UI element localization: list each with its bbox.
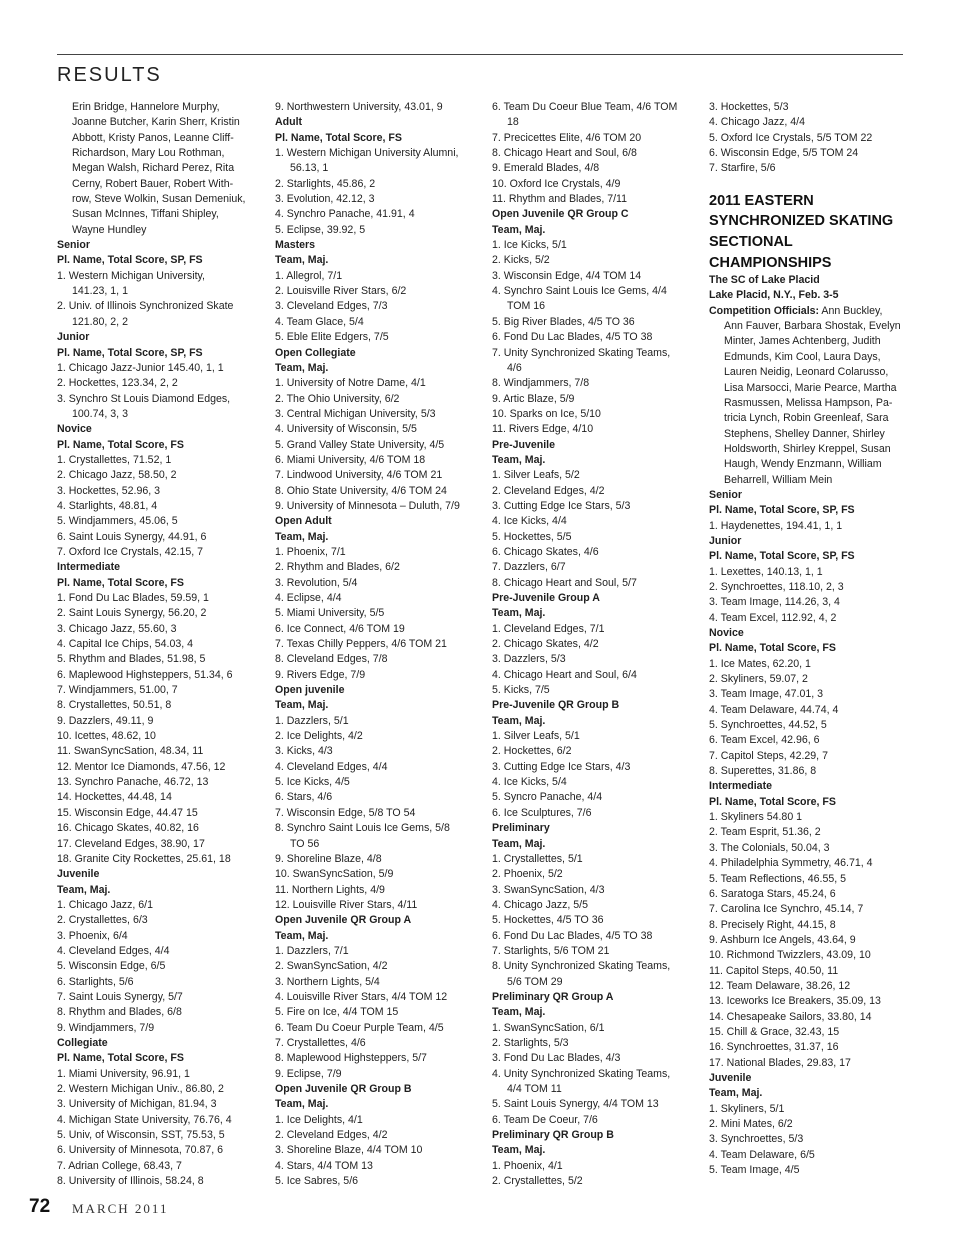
- result-continuation: Megan Walsh, Richard Perez, Rita: [72, 162, 235, 175]
- result-entry: 2. Synchroettes, 118.10, 2, 3: [709, 580, 844, 593]
- officials-names: Ann Buckley,: [819, 304, 883, 317]
- result-entry: 8. Windjammers, 7/8: [492, 377, 590, 390]
- result-entry: 4. Chicago Jazz, 5/5: [492, 898, 588, 911]
- result-entry: 7. Starfire, 5/6: [709, 162, 776, 175]
- result-entry: 5. Team Reflections, 46.55, 5: [709, 872, 847, 885]
- result-entry: 3. Fond Du Lac Blades, 4/3: [492, 1052, 621, 1065]
- result-entry: 9. Eclipse, 7/9: [275, 1067, 342, 1080]
- result-entry: 1. University of Notre Dame, 4/1: [275, 377, 426, 390]
- category-heading: Team, Maj.: [492, 714, 546, 727]
- result-entry: 1. Lexettes, 140.13, 1, 1: [709, 565, 823, 578]
- result-entry: 1. Haydenettes, 194.41, 1, 1: [709, 519, 843, 532]
- category-heading: Pl. Name, Total Score, SP, FS: [709, 550, 855, 563]
- result-entry: 3. Synchro St Louis Diamond Edges,: [57, 392, 231, 405]
- result-entry: 10. Oxford Ice Crystals, 4/9: [492, 177, 621, 190]
- result-continuation: 4/4 TOM 11: [507, 1083, 562, 1095]
- result-entry: 8. Chicago Heart and Soul, 6/8: [492, 147, 637, 160]
- result-entry: 4. Stars, 4/4 TOM 13: [275, 1159, 373, 1172]
- section-header: RESULTS: [57, 64, 162, 86]
- category-heading: Senior: [709, 488, 742, 501]
- result-entry: 2. SwanSyncSation, 4/2: [275, 960, 388, 973]
- result-entry: 6. Maplewood Highsteppers, 51.34, 6: [57, 668, 233, 681]
- result-entry: 1. Skyliners, 5/1: [709, 1102, 785, 1115]
- result-entry: 9. Northwestern University, 43.01, 9: [275, 101, 443, 113]
- result-entry: 1. Chicago Jazz-Junior 145.40, 1, 1: [57, 361, 224, 374]
- result-entry: 8. Unity Synchronized Skating Teams,: [492, 960, 671, 973]
- category-heading: Team, Maj.: [709, 1087, 763, 1100]
- result-continuation: row, Steve Wolkin, Susan Demeniuk,: [72, 193, 246, 206]
- result-entry: 5. Kicks, 7/5: [492, 684, 550, 697]
- category-heading: Collegiate: [57, 1036, 108, 1049]
- category-heading: Pl. Name, Total Score, FS: [57, 1052, 184, 1065]
- result-entry: 17. Cleveland Edges, 38.90, 17: [57, 837, 205, 850]
- result-entry: 9. Windjammers, 7/9: [57, 1021, 155, 1034]
- category-heading: Pre-Juvenile: [492, 438, 556, 451]
- result-entry: 2. Chicago Skates, 4/2: [492, 638, 599, 651]
- result-entry: 5. Oxford Ice Crystals, 5/5 TOM 22: [709, 131, 873, 144]
- result-entry: 2. Phoenix, 5/2: [492, 868, 563, 881]
- result-entry: 4. Synchro Panache, 41.91, 4: [275, 208, 415, 221]
- category-heading: Open Juvenile QR Group B: [275, 1083, 412, 1095]
- result-entry: 3. Team Image, 114.26, 3, 4: [709, 596, 840, 609]
- result-entry: 5. Synchroettes, 44.52, 5: [709, 719, 827, 732]
- result-entry: 4. Starlights, 48.81, 4: [57, 499, 158, 512]
- result-entry: 1. Allegrol, 7/1: [275, 269, 343, 282]
- result-entry: 1. Phoenix, 4/1: [492, 1159, 563, 1172]
- result-entry: 2. The Ohio University, 6/2: [275, 392, 400, 405]
- result-entry: 6. Ice Connect, 4/6 TOM 19: [275, 622, 405, 635]
- result-entry: 4. Cleveland Edges, 4/4: [57, 944, 170, 957]
- result-entry: 2. Louisville River Stars, 6/2: [275, 285, 407, 298]
- result-entry: 2. Cleveland Edges, 4/2: [492, 484, 605, 497]
- result-continuation: Edmunds, Kim Cool, Laura Days,: [724, 350, 881, 363]
- result-entry: 16. Chicago Skates, 40.82, 16: [57, 822, 199, 835]
- event-title: SECTIONAL: [709, 233, 793, 250]
- result-entry: 5. Syncro Panache, 4/4: [492, 791, 603, 804]
- result-entry: 4. Ice Kicks, 4/4: [492, 515, 567, 528]
- result-entry: 17. National Blades, 29.83, 17: [709, 1056, 851, 1069]
- category-heading: Open Adult: [275, 515, 332, 528]
- result-continuation: 100.74, 3, 3: [72, 407, 128, 420]
- category-heading: Adult: [275, 116, 303, 129]
- result-entry: 4. Capital Ice Chips, 54.03, 4: [57, 638, 194, 651]
- result-entry: 3. Northern Lights, 5/4: [275, 975, 380, 988]
- result-entry: 6. Team De Coeur, 7/6: [492, 1113, 598, 1126]
- category-heading: Intermediate: [57, 561, 120, 574]
- result-entry: 3. Cutting Edge Ice Stars, 5/3: [492, 499, 631, 512]
- category-heading: Team, Maj.: [492, 837, 546, 850]
- result-entry: 11. Northern Lights, 4/9: [275, 883, 385, 896]
- result-entry: 15. Chill & Grace, 32.43, 15: [709, 1025, 840, 1038]
- result-entry: 14. Chesapeake Sailors, 33.80, 14: [709, 1010, 872, 1023]
- result-continuation: Rasmussen, Melissa Hampson, Pa-: [724, 396, 893, 409]
- result-entry: 7. Windjammers, 51.00, 7: [57, 684, 178, 697]
- result-continuation: Lisa Marsocci, Marie Pearce, Martha: [724, 381, 897, 394]
- category-heading: Open juvenile: [275, 684, 345, 697]
- result-entry: 6. Ice Sculptures, 7/6: [492, 806, 592, 819]
- result-entry: 9. Rivers Edge, 7/9: [275, 668, 366, 681]
- category-heading: Junior: [709, 534, 742, 547]
- result-continuation: Abbott, Kristy Panos, Leanne Cliff-: [72, 131, 234, 144]
- result-entry: 2. Kicks, 5/2: [492, 254, 550, 267]
- result-entry: 7. Crystallettes, 4/6: [275, 1036, 366, 1049]
- result-entry: 2. Starlights, 45.86, 2: [275, 177, 376, 190]
- result-entry: 8. Chicago Heart and Soul, 5/7: [492, 576, 637, 589]
- result-entry: 4. Unity Synchronized Skating Teams,: [492, 1067, 671, 1080]
- result-entry: 6. Stars, 4/6: [275, 791, 333, 804]
- result-entry: 11. Rhythm and Blades, 7/11: [492, 193, 628, 206]
- result-entry: 4. Team Excel, 112.92, 4, 2: [709, 611, 837, 624]
- result-entry: 8. Rhythm and Blades, 6/8: [57, 1006, 182, 1019]
- result-entry: 10. Icettes, 48.62, 10: [57, 730, 156, 743]
- result-entry: 3. Phoenix, 6/4: [57, 929, 128, 942]
- results-column-4: [709, 100, 914, 1178]
- category-heading: Pl. Name, Total Score, FS: [275, 131, 402, 144]
- result-entry: 3. Shoreline Blaze, 4/4 TOM 10: [275, 1144, 423, 1157]
- result-entry: 4. Ice Kicks, 5/4: [492, 776, 567, 789]
- result-entry: 3. Chicago Jazz, 55.60, 3: [57, 622, 177, 635]
- result-continuation: tricia Lynch, Robin Greenleaf, Sara: [724, 412, 889, 425]
- category-heading: Open Juvenile QR Group A: [275, 914, 412, 927]
- category-heading: Team, Maj.: [492, 223, 546, 236]
- result-entry: 6. Saratoga Stars, 45.24, 6: [709, 887, 836, 900]
- result-entry: 6. Miami University, 4/6 TOM 18: [275, 453, 426, 466]
- event-title: 2011 EASTERN: [709, 192, 814, 209]
- result-entry: 6. Fond Du Lac Blades, 4/5 TO 38: [492, 929, 653, 942]
- result-entry: 7. Wisconsin Edge, 5/8 TO 54: [275, 806, 416, 819]
- result-entry: 12. Mentor Ice Diamonds, 47.56, 12: [57, 760, 226, 773]
- event-title: SYNCHRONIZED SKATING: [709, 213, 894, 230]
- result-entry: 2. Rhythm and Blades, 6/2: [275, 561, 400, 574]
- result-entry: 9. Shoreline Blaze, 4/8: [275, 852, 382, 865]
- result-entry: 3. Hockettes, 52.96, 3: [57, 484, 161, 497]
- result-continuation: 4/6: [507, 361, 522, 374]
- result-entry: 10. Sparks on Ice, 5/10: [492, 407, 601, 420]
- result-entry: 14. Hockettes, 44.48, 14: [57, 791, 172, 804]
- result-entry: 5. Wisconsin Edge, 6/5: [57, 960, 166, 973]
- result-entry: 7. Texas Chilly Peppers, 4/6 TOM 21: [275, 638, 447, 651]
- result-entry: 5. Grand Valley State University, 4/5: [275, 438, 445, 451]
- result-entry: 7. Adrian College, 68.43, 7: [57, 1159, 182, 1172]
- category-heading: Team, Maj.: [492, 607, 546, 620]
- result-entry: 1. Ice Kicks, 5/1: [492, 239, 567, 252]
- category-heading: Team, Maj.: [275, 1098, 329, 1111]
- officials-label: Competition Officials:: [709, 304, 820, 317]
- event-title: CHAMPIONSHIPS: [709, 254, 832, 271]
- result-entry: 1. Chicago Jazz, 6/1: [57, 898, 153, 911]
- result-entry: 3. SwanSyncSation, 4/3: [492, 883, 605, 896]
- officials-line: [709, 304, 914, 319]
- result-entry: 2. Team Esprit, 51.36, 2: [709, 826, 821, 839]
- result-entry: 2. Skyliners, 59.07, 2: [709, 673, 808, 686]
- category-heading: Intermediate: [709, 780, 772, 793]
- result-entry: 7. Carolina Ice Synchro, 45.14, 7: [709, 903, 864, 916]
- result-entry: 12. Team Delaware, 38.26, 12: [709, 979, 851, 992]
- category-heading: Team, Maj.: [275, 699, 329, 712]
- result-entry: 12. Louisville River Stars, 4/11: [275, 898, 418, 911]
- category-heading: Preliminary QR Group B: [492, 1129, 614, 1142]
- result-entry: 8. Superettes, 31.86, 8: [709, 765, 817, 778]
- result-entry: 7. Capitol Steps, 42.29, 7: [709, 749, 828, 762]
- result-entry: 5. Big River Blades, 4/5 TO 36: [492, 315, 635, 328]
- result-entry: 5. Hockettes, 4/5 TO 36: [492, 914, 604, 927]
- result-entry: 3. Team Image, 47.01, 3: [709, 688, 824, 701]
- category-heading: Senior: [57, 239, 90, 252]
- category-heading: Pl. Name, Total Score, SP, FS: [57, 346, 203, 359]
- result-entry: 8. Crystallettes, 50.51, 8: [57, 699, 172, 712]
- result-entry: 6. Team Du Coeur Purple Team, 4/5: [275, 1021, 444, 1034]
- result-entry: 1. Western Michigan University,: [57, 269, 205, 282]
- category-heading: Pl. Name, Total Score, FS: [709, 795, 836, 808]
- result-entry: 9. Ashburn Ice Angels, 43.64, 9: [709, 933, 856, 946]
- category-heading: Team, Maj.: [492, 453, 546, 466]
- result-entry: 8. University of Illinois, 58.24, 8: [57, 1175, 204, 1188]
- result-entry: 1. Crystallettes, 5/1: [492, 852, 583, 865]
- result-entry: 3. Kicks, 4/3: [275, 745, 333, 758]
- result-continuation: 18: [507, 116, 519, 129]
- result-entry: 4. Cleveland Edges, 4/4: [275, 760, 388, 773]
- header-rule: [57, 54, 903, 55]
- result-entry: 1. Silver Leafs, 5/1: [492, 730, 580, 743]
- result-entry: 4. Team Delaware, 6/5: [709, 1148, 815, 1161]
- category-heading: Pre-Juvenile Group A: [492, 592, 600, 604]
- result-entry: 4. Eclipse, 4/4: [275, 592, 342, 604]
- category-heading: Preliminary QR Group A: [492, 990, 614, 1003]
- result-entry: 8. Precisely Right, 44.15, 8: [709, 918, 836, 931]
- result-entry: 7. Oxford Ice Crystals, 42.15, 7: [57, 545, 204, 558]
- result-entry: 1. Cleveland Edges, 7/1: [492, 622, 605, 635]
- result-entry: 2. Crystallettes, 6/3: [57, 914, 148, 927]
- category-heading: Pl. Name, Total Score, SP, FS: [57, 254, 203, 267]
- result-entry: 2. Hockettes, 6/2: [492, 745, 572, 758]
- result-entry: 2. Western Michigan Univ., 86.80, 2: [57, 1083, 224, 1095]
- result-entry: 3. University of Michigan, 81.94, 3: [57, 1098, 217, 1111]
- result-entry: 3. Revolution, 5/4: [275, 576, 358, 589]
- result-entry: 4. Louisville River Stars, 4/4 TOM 12: [275, 990, 448, 1003]
- result-continuation: Holdsworth, Shirley Kreppel, Susan: [724, 442, 891, 455]
- result-entry: 2. Saint Louis Synergy, 56.20, 2: [57, 607, 207, 620]
- result-entry: 9. Emerald Blades, 4/8: [492, 162, 600, 175]
- result-entry: 8. Synchro Saint Louis Ice Gems, 5/8: [275, 822, 450, 835]
- result-entry: 3. Wisconsin Edge, 4/4 TOM 14: [492, 269, 642, 282]
- result-entry: 5. Rhythm and Blades, 51.98, 5: [57, 653, 206, 666]
- result-entry: 3. The Colonials, 50.04, 3: [709, 841, 830, 854]
- result-entry: 3. Synchroettes, 5/3: [709, 1133, 804, 1146]
- result-entry: 7. Saint Louis Synergy, 5/7: [57, 990, 183, 1003]
- result-entry: 1. Crystallettes, 71.52, 1: [57, 453, 172, 466]
- category-heading: Open Collegiate: [275, 346, 356, 359]
- result-entry: 9. University of Minnesota – Duluth, 7/9: [275, 499, 460, 512]
- result-entry: 6. Team Du Coeur Blue Team, 4/6 TOM: [492, 101, 678, 113]
- result-entry: 2. Chicago Jazz, 58.50, 2: [57, 469, 177, 482]
- result-entry: 5. Miami University, 5/5: [275, 607, 385, 620]
- result-entry: 1. Fond Du Lac Blades, 59.59, 1: [57, 592, 209, 604]
- category-heading: Lake Placid, N.Y., Feb. 3-5: [709, 289, 839, 302]
- result-entry: 3. Evolution, 42.12, 3: [275, 193, 375, 206]
- result-entry: 10. SwanSyncSation, 5/9: [275, 868, 394, 881]
- result-continuation: 5/6 TOM 29: [507, 975, 563, 988]
- category-heading: Open Juvenile QR Group C: [492, 208, 629, 221]
- result-entry: 4. Philadelphia Symmetry, 46.71, 4: [709, 857, 873, 870]
- result-continuation: Lauren Neidig, Leonard Colarusso,: [724, 366, 889, 379]
- category-heading: Preliminary: [492, 822, 550, 835]
- result-entry: 7. Lindwood University, 4/6 TOM 21: [275, 469, 443, 482]
- result-entry: 5. Hockettes, 5/5: [492, 530, 572, 543]
- category-heading: Novice: [709, 627, 744, 639]
- category-heading: Team, Maj.: [492, 1144, 546, 1157]
- result-entry: 2. Hockettes, 123.34, 2, 2: [57, 377, 178, 390]
- result-entry: 9. Artic Blaze, 5/9: [492, 392, 575, 405]
- result-entry: 13. Synchro Panache, 46.72, 13: [57, 776, 209, 789]
- category-heading: The SC of Lake Placid: [709, 274, 820, 287]
- category-heading: Team, Maj.: [275, 929, 329, 942]
- category-heading: Juvenile: [57, 868, 100, 881]
- result-continuation: TO 56: [290, 837, 320, 850]
- result-entry: 6. Fond Du Lac Blades, 4/5 TO 38: [492, 331, 653, 344]
- result-continuation: 141.23, 1, 1: [72, 285, 128, 298]
- results-column-3: [492, 100, 697, 1189]
- result-entry: 4. Michigan State University, 76.76, 4: [57, 1113, 232, 1126]
- result-entry: 4. University of Wisconsin, 5/5: [275, 423, 417, 436]
- page-number: 72: [29, 1196, 51, 1217]
- result-entry: 3. Dazzlers, 5/3: [492, 653, 566, 666]
- result-entry: 11. SwanSyncSation, 48.34, 11: [57, 745, 204, 758]
- category-heading: Pl. Name, Total Score, FS: [709, 642, 836, 655]
- result-continuation: Joanne Butcher, Karin Sherr, Kristin: [72, 116, 240, 129]
- result-entry: 8. Ohio State University, 4/6 TOM 24: [275, 484, 447, 497]
- result-continuation: 56.13, 1: [290, 162, 329, 175]
- result-entry: 6. University of Minnesota, 70.87, 6: [57, 1144, 224, 1157]
- results-column-1: [57, 100, 262, 1189]
- category-heading: Team, Maj.: [275, 254, 329, 267]
- result-entry: 16. Synchroettes, 31.37, 16: [709, 1041, 839, 1054]
- result-entry: 5. Windjammers, 45.06, 5: [57, 515, 178, 528]
- result-entry: 2. Mini Mates, 6/2: [709, 1118, 793, 1130]
- result-entry: 6. Wisconsin Edge, 5/5 TOM 24: [709, 147, 859, 160]
- result-entry: 1. Ice Mates, 62.20, 1: [709, 657, 811, 670]
- result-entry: 1. Ice Delights, 4/1: [275, 1113, 363, 1126]
- category-heading: Team, Maj.: [57, 883, 111, 896]
- results-column-2: [275, 100, 480, 1189]
- result-entry: 1. Phoenix, 7/1: [275, 545, 346, 558]
- result-entry: 5. Eclipse, 39.92, 5: [275, 223, 366, 236]
- result-continuation: Susan McInnes, Tiffani Shipley,: [72, 208, 219, 221]
- result-entry: 1. Skyliners 54.80 1: [709, 811, 803, 824]
- result-entry: 5. Ice Kicks, 4/5: [275, 776, 350, 789]
- result-entry: 7. Precicettes Elite, 4/6 TOM 20: [492, 131, 642, 144]
- result-entry: 3. Cleveland Edges, 7/3: [275, 300, 388, 313]
- result-entry: 8. Maplewood Highsteppers, 5/7: [275, 1052, 427, 1065]
- result-entry: 11. Rivers Edge, 4/10: [492, 423, 594, 436]
- result-continuation: TOM 16: [507, 300, 546, 313]
- result-entry: 5. Ice Sabres, 5/6: [275, 1175, 359, 1188]
- result-entry: 1. Silver Leafs, 5/2: [492, 469, 580, 482]
- result-entry: 5. Saint Louis Synergy, 4/4 TOM 13: [492, 1098, 659, 1111]
- result-entry: 6. Starlights, 5/6: [57, 975, 134, 988]
- result-entry: 7. Dazzlers, 6/7: [492, 561, 566, 574]
- result-entry: 5. Eble Elite Edgers, 7/5: [275, 331, 389, 344]
- result-entry: 2. Crystallettes, 5/2: [492, 1175, 583, 1188]
- result-entry: 7. Starlights, 5/6 TOM 21: [492, 944, 610, 957]
- result-entry: 3. Central Michigan University, 5/3: [275, 407, 436, 420]
- result-entry: 2. Cleveland Edges, 4/2: [275, 1129, 388, 1142]
- result-entry: 4. Team Delaware, 44.74, 4: [709, 703, 839, 716]
- result-entry: 5. Univ, of Wisconsin, SST, 75.53, 5: [57, 1129, 225, 1142]
- result-entry: 15. Wisconsin Edge, 44.47 15: [57, 806, 198, 819]
- result-entry: 3. Cutting Edge Ice Stars, 4/3: [492, 760, 631, 773]
- result-entry: 18. Granite City Rockettes, 25.61, 18: [57, 852, 231, 865]
- category-heading: Novice: [57, 423, 92, 436]
- result-entry: 9. Dazzlers, 49.11, 9: [57, 714, 154, 727]
- result-continuation: Richardson, Mary Lou Rothman,: [72, 147, 225, 160]
- result-continuation: Wayne Hundley: [72, 223, 147, 236]
- category-heading: Pre-Juvenile QR Group B: [492, 699, 620, 712]
- result-entry: 4. Synchro Saint Louis Ice Gems, 4/4: [492, 285, 667, 298]
- result-continuation: Minter, James Achtenberg, Judith: [724, 335, 881, 348]
- category-heading: Team, Maj.: [492, 1006, 546, 1019]
- category-heading: Pl. Name, Total Score, SP, FS: [709, 504, 855, 517]
- category-heading: Masters: [275, 239, 316, 252]
- result-continuation: 121.80, 2, 2: [72, 315, 128, 328]
- result-continuation: Stephens, Shelley Danner, Shirley: [724, 427, 885, 440]
- result-entry: 1. Western Michigan University Alumni,: [275, 147, 459, 160]
- result-entry: 1. SwanSyncSation, 6/1: [492, 1021, 605, 1034]
- result-entry: 6. Saint Louis Synergy, 44.91, 6: [57, 530, 207, 543]
- result-entry: 2. Ice Delights, 4/2: [275, 730, 363, 743]
- category-heading: Junior: [57, 331, 90, 344]
- category-heading: Team, Maj.: [275, 361, 329, 374]
- result-entry: 11. Capitol Steps, 40.50, 11: [709, 964, 839, 977]
- result-entry: 1. Dazzlers, 5/1: [275, 714, 349, 727]
- result-entry: 6. Chicago Skates, 4/6: [492, 545, 599, 558]
- category-heading: Pl. Name, Total Score, FS: [57, 438, 184, 451]
- result-entry: 5. Fire on Ice, 4/4 TOM 15: [275, 1006, 399, 1019]
- result-entry: 4. Team Glace, 5/4: [275, 315, 364, 328]
- result-continuation: Erin Bridge, Hannelore Murphy,: [72, 101, 220, 113]
- result-entry: 3. Hockettes, 5/3: [709, 101, 789, 113]
- result-entry: 1. Miami University, 96.91, 1: [57, 1067, 190, 1080]
- result-entry: 5. Team Image, 4/5: [709, 1164, 800, 1177]
- result-entry: 1. Dazzlers, 7/1: [275, 944, 349, 957]
- result-entry: 2. Univ. of Illinois Synchronized Skate: [57, 300, 234, 313]
- result-entry: 13. Iceworks Ice Breakers, 35.09, 13: [709, 995, 881, 1008]
- issue-date: MARCH 2011: [72, 1201, 169, 1216]
- result-entry: 2. Starlights, 5/3: [492, 1036, 569, 1049]
- result-entry: 6. Team Excel, 42.96, 6: [709, 734, 820, 747]
- result-entry: 10. Richmond Twizzlers, 43.09, 10: [709, 949, 871, 962]
- result-entry: 4. Chicago Heart and Soul, 6/4: [492, 668, 637, 681]
- result-entry: 4. Chicago Jazz, 4/4: [709, 116, 805, 129]
- category-heading: Pl. Name, Total Score, FS: [57, 576, 184, 589]
- category-heading: Team, Maj.: [275, 530, 329, 543]
- result-continuation: Cerny, Robert Bauer, Robert With-: [72, 177, 234, 190]
- result-entry: 8. Cleveland Edges, 7/8: [275, 653, 388, 666]
- result-continuation: Haugh, Wendy Enzmann, William: [724, 458, 882, 471]
- result-continuation: Beharrell, William Mein: [724, 473, 833, 486]
- result-entry: 7. Unity Synchronized Skating Teams,: [492, 346, 671, 359]
- result-continuation: Ann Fauver, Barbara Shostak, Evelyn: [724, 320, 901, 333]
- category-heading: Juvenile: [709, 1071, 752, 1084]
